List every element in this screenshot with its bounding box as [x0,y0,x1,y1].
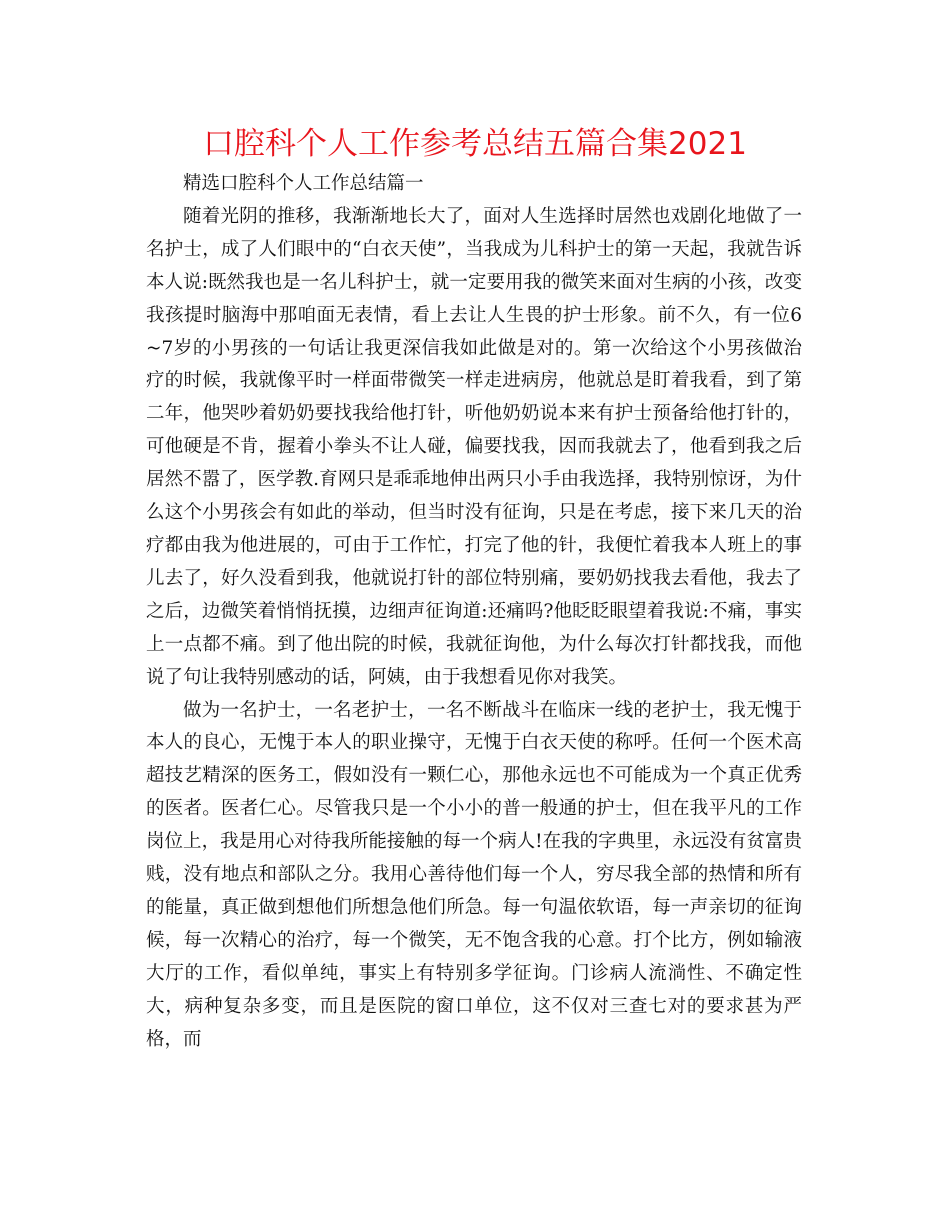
section-heading: 精选口腔科个人工作总结篇一 [183,173,424,194]
document-body [146,168,802,1056]
paragraph-1: 随着光阴的推移，我渐渐地长大了，面对人生选择时居然也戏剧化地做了一名护士，成了人们眼中的“白衣天使”，当我成为儿科护士的第一天起，我就告诉本人说:既然我也是一名儿科护士，就一定要用我的微笑来面对生病的小孩，改变我孩提时脑海中那咱面无表情，看上去让人生畏的护士形象。前不久，有一位6~7岁的小男孩的一句话让我更深信我如此做是对的。第一次给这个小男孩做治疗的时候，我就像平时一样面带微笑一样走进病房，他就总是盯着我看，到了第二年，他哭吵着奶奶要找我给他打针，听他奶奶说本来有护士预备给他打针的，可他硬是不肯，握着小拳头不让人碰，偏要找我，因而我就去了，他看到我之后居然不嚣了，医学教.育网只是乖乖地伸出两只小手由我选择，我特别惊讶，为什么这个小男孩会有如此的举动，但当时没有征询，只是在考虑，接下来几天的治疗都由我为他进展的，可由于工作忙，打完了他的针，我便忙着我本人班上的事儿去了，好久没看到我，他就说打针的部位特别痛，要奶奶找我去看他，我去了之后，边微笑着悄悄抚摸，边细声征询道:还痛吗?他眨眨眼望着我说:不痛，事实上一点都不痛。到了他出院的时候，我就征询他，为什么每次打针都找我，而他说了句让我特别感动的话，阿姨，由于我想看见你对我笑。 [146,205,802,688]
paragraph-2: 做为一名护士，一名老护士，一名不断战斗在临床一线的老护士，我无愧于本人的良心，无愧于本人的职业操守，无愧于白衣天使的称呼。任何一个医术高超技艺精深的医务工，假如没有一颗仁心，那他永远也不可能成为一个真正优秀的医者。医者仁心。尽管我只是一个小小的普一般通的护士，但在我平凡的工作岗位上，我是用心对待我所能接触的每一个病人!在我的字典里，永远没有贫富贵贱，没有地点和部队之分。我用心善待他们每一个人，穷尽我全部的热情和所有的能量，真正做到想他们所想急他们所急。每一句温依软语，每一声亲切的征询候，每一次精心的治疗，每一个微笑，无不饱含我的心意。打个比方，例如输液大厅的工作，看似单纯，事实上有特别多学征询。门诊病人流淌性、不确定性大，病种复杂多变，而且是医院的窗口单位，这不仅对三查七对的要求甚为严格，而 [146,699,803,1050]
document-title: 口腔科个人工作参考总结五篇合集2021 [203,126,747,162]
